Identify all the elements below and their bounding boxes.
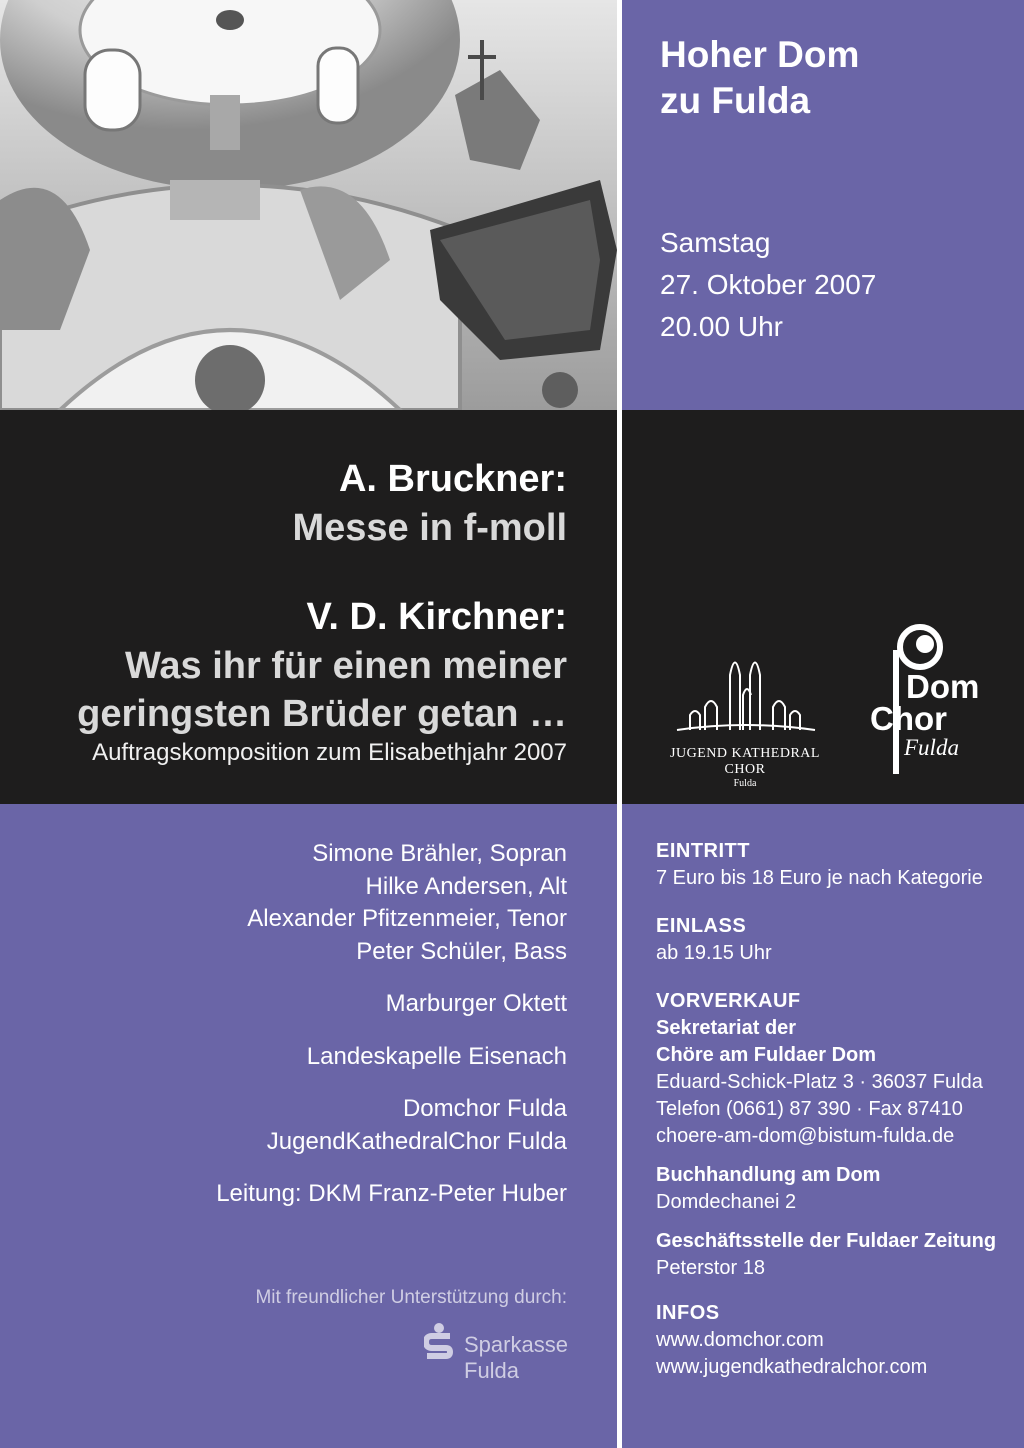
composer-2: V. D. Kirchner: <box>306 596 567 638</box>
sparkasse-s-icon <box>424 1322 454 1360</box>
newspaper-office-name: Geschäftsstelle der Fuldaer Zeitung <box>656 1230 997 1252</box>
vorverkauf-office-2: Chöre am Fuldaer Dom <box>656 1044 877 1066</box>
composer-1: A. Bruckner: <box>338 458 567 500</box>
website-link[interactable]: www.domchor.com <box>656 1329 824 1351</box>
choir: JugendKathedralChor Fulda <box>266 1127 567 1155</box>
domchor-line1: Dom <box>906 668 980 705</box>
program-block <box>77 454 567 768</box>
cathedral-icon <box>655 645 835 745</box>
vorverkauf-heading: VORVERKAUF <box>656 990 801 1012</box>
event-date <box>660 222 876 348</box>
work-2-line1: Was ihr für einen meiner <box>124 645 567 687</box>
bookstore-name: Buchhandlung am Dom <box>656 1164 881 1186</box>
soloist: Peter Schüler, Bass <box>356 937 567 965</box>
sponsor-label: Mit freundlicher Unterstützung durch: <box>255 1287 567 1308</box>
church-dome-illustration <box>0 0 617 410</box>
soloist: Hilke Andersen, Alt <box>365 872 567 900</box>
venue-line2: zu Fulda <box>660 80 811 121</box>
jkc-city: Fulda <box>733 778 757 789</box>
work-1: Messe in f-moll <box>292 507 567 549</box>
jkc-name: JUGEND KATHEDRAL CHOR <box>670 746 820 777</box>
einlass-text: ab 19.15 Uhr <box>656 942 772 964</box>
event-time: 20.00 Uhr <box>660 311 783 342</box>
event-day: Samstag <box>660 227 771 258</box>
info-block <box>656 838 1016 1381</box>
performers-block <box>216 838 567 1211</box>
church-interior-photo <box>0 0 617 410</box>
jugend-kathedral-chor-logo <box>655 645 835 789</box>
bookstore-address: Domdechanei 2 <box>656 1191 797 1213</box>
venue-title <box>660 32 1000 124</box>
sponsor-name1: Sparkasse <box>464 1332 568 1357</box>
choir: Domchor Fulda <box>402 1095 567 1122</box>
domchor-line2: Chor <box>870 700 947 737</box>
column-divider <box>617 0 622 1448</box>
vorverkauf-phone: Telefon (0661) 87 390 · Fax 87410 <box>656 1098 963 1120</box>
conductor: Leitung: DKM Franz-Peter Huber <box>216 1180 567 1207</box>
vorverkauf-address: Eduard-Schick-Platz 3 · 36037 Fulda <box>656 1071 983 1093</box>
vorverkauf-email[interactable]: choere-am-dom@bistum-fulda.de <box>656 1125 955 1147</box>
sparkasse-logo <box>424 1322 574 1382</box>
eintritt-heading: EINTRITT <box>656 840 750 862</box>
domchor-logo <box>870 622 990 782</box>
domchor-city: Fulda <box>904 735 959 760</box>
ensemble: Marburger Oktett <box>385 990 567 1017</box>
orchestra: Landeskapelle Eisenach <box>306 1042 567 1070</box>
soloist: Alexander Pfitzenmeier, Tenor <box>247 905 567 932</box>
event-date-value: 27. Oktober 2007 <box>660 269 877 300</box>
infos-heading: INFOS <box>656 1302 720 1324</box>
vorverkauf-office: Sekretariat der <box>656 1017 797 1039</box>
einlass-heading: EINLASS <box>656 915 747 937</box>
work-2-subtitle: Auftragskomposition zum Elisabethjahr 2007 <box>92 739 567 766</box>
venue-line1: Hoher Dom <box>660 34 860 75</box>
work-2-line2: geringsten Brüder getan … <box>77 693 567 735</box>
newspaper-office-address: Peterstor 18 <box>656 1257 765 1279</box>
eintritt-text: 7 Euro bis 18 Euro je nach Kategorie <box>656 867 983 889</box>
website-link[interactable]: www.jugendkathedralchor.com <box>656 1356 928 1378</box>
sponsor-name2: Fulda <box>464 1358 520 1383</box>
soloist: Simone Brähler, Sopran <box>312 840 567 867</box>
